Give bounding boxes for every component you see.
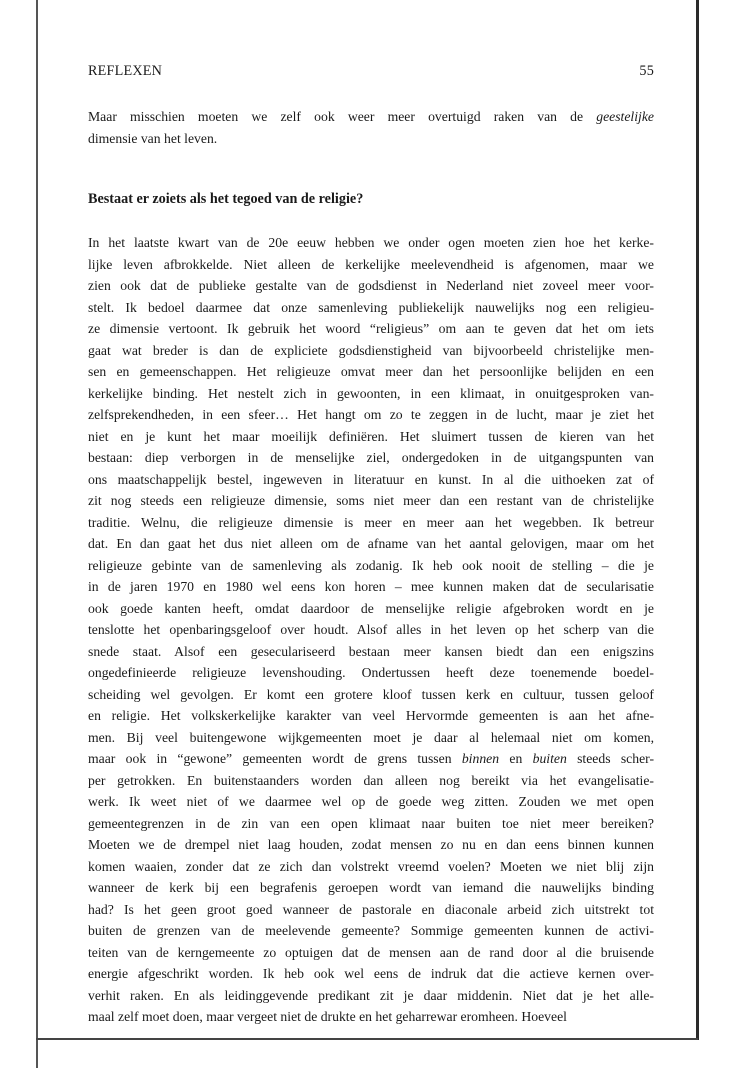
text-line: zit nog steeds een religieuze dimensie, soms niet meer dan een restant van de christelijke bbox=[88, 493, 654, 508]
text-line: bestaan: diep verborgen in de menselijke ziel, ondergedoken in de uitgangspunten van bbox=[88, 450, 654, 465]
text-line: en religie. Het volkskerkelijke karakter van veel Hervormde gemeenten is aan het afne- bbox=[88, 708, 654, 723]
text-line: wanneer de kerk bij een begrafenis geroepen wordt van iemand die nauwelijks binding bbox=[88, 880, 654, 895]
text-line: lijke leven afbrokkelde. Niet alleen de kerkelijke meelevendheid is afgenomen, maar we bbox=[88, 256, 654, 272]
text-line: verhit raken. En als leidinggevende predikant zit je daar middenin. Niet dat je het alle- bbox=[88, 987, 654, 1003]
text-line: traditie. Welnu, die religieuze dimensie is meer en meer aan het wegebben. Ik betreur bbox=[88, 514, 654, 530]
text-line: energie afgeschrikt worden. Ik heb ook wel eens de indruk dat die actieve kernen over- bbox=[88, 966, 654, 981]
text-line: werk. Ik weet niet of we daarmee wel op de goede weg zitten. Zouden we met open bbox=[88, 794, 654, 809]
text-line: niet en je kunt het maar moeilijk definiëren. Het sluimert tussen de kieren van het bbox=[88, 428, 654, 444]
text-line: dimensie van het leven. bbox=[88, 130, 218, 146]
text-line: gaat wat breder is dan de expliciete godsdienstigheid van bijvoorbeeld christelijke men- bbox=[88, 342, 654, 358]
scan-edge-left bbox=[36, 0, 38, 1068]
text-line: zelfsprekendheden, in een sfeer… Het hangt om zo te zeggen in de lucht, maar je ziet het bbox=[88, 407, 654, 422]
text-line: zien ook dat de publieke gestalte van de godsdienst in Nederland niet zoveel meer voor- bbox=[88, 278, 654, 293]
text-line: snede staat. Alsof een geseculariseerd bestaan meer kansen biedt dan een enigszins bbox=[88, 643, 654, 659]
text-line: maar ook in “gewone” gemeenten wordt de grens tussen binnen en buiten steeds scher- bbox=[88, 751, 654, 766]
text-line: ons maatschappelijk bestel, ingeweven in literatuur en kunst. In al die uithoeken zat of bbox=[88, 471, 654, 487]
text-line: Maar misschien moeten we zelf ook weer meer overtuigd raken van de geestelijke bbox=[88, 109, 654, 124]
text-line: had? Is het geen groot goed wanneer de pastorale en diaconale arbeid zich uitstrekt tot bbox=[88, 901, 654, 917]
scan-edge-bottom bbox=[36, 1038, 698, 1040]
text-line: men. Bij veel buitengewone wijkgemeenten moet je daar al helemaal niet om komen, bbox=[88, 729, 654, 745]
text-line: scheiding wel gevolgen. Er komt een grotere kloof tussen kerk en cultuur, tussen geloof bbox=[88, 686, 654, 702]
section-heading: Bestaat er zoiets als het tegoed van de religie? bbox=[88, 191, 364, 207]
text-line: maal zelf moet doen, maar vergeet niet de drukte en het geharrewar eromheen. Hoeveel bbox=[88, 1009, 567, 1024]
text-line: in de jaren 1970 en 1980 wel eens kon horen – mee kunnen maken dat de secularisatie bbox=[88, 579, 654, 594]
text-line: kerkelijke binding. Het nestelt zich in gewoonten, in een klimaat, in onuitgesproken van- bbox=[88, 385, 654, 401]
text-line: Moeten we de drempel niet laag houden, zodat mensen zo nu en dan eens binnen kunnen bbox=[88, 837, 654, 852]
text-line: per getrokken. En buitenstaanders worden dan alleen nog bereikt via het evangelisatie- bbox=[88, 772, 654, 788]
running-title: REFLEXEN bbox=[88, 63, 163, 79]
scan-edge-right bbox=[696, 0, 699, 1040]
text-line: In het laatste kwart van de 20e eeuw hebben we onder ogen moeten zien hoe het kerke- bbox=[88, 235, 654, 250]
text-line: buiten de grenzen van de meelevende gemeente? Sommige gemeenten kunnen de activi- bbox=[88, 923, 654, 938]
text-line: sen en gemeenschappen. Het religieuze omvat meer dan het persoonlijke belijden en een bbox=[88, 364, 654, 379]
intro-paragraph bbox=[88, 106, 654, 149]
text-line: ze dimensie vertoont. Ik gebruik het woord “religieus” om aan te geven dat het om iets bbox=[88, 321, 654, 336]
page-number: 55 bbox=[639, 63, 654, 79]
text-line: religieuze gebinte van de samenleving als zodanig. Ik heb ook nooit de stelling – die je bbox=[88, 557, 654, 573]
text-line: komen waaien, zonder dat ze zich dan volstrekt vreemd voelen? Moeten we niet blij zijn bbox=[88, 858, 654, 874]
body-paragraph bbox=[88, 232, 654, 1028]
text-line: dat. En dan gaat het dus niet alleen om de afname van het aantal gelovigen, maar om het bbox=[88, 536, 654, 551]
text-line: tenslotte het openbaringsgeloof over houdt. Alsof alles in het leven op het scherp van die bbox=[88, 622, 654, 637]
text-line: stelt. Ik bedoel daarmee dat onze samenleving publiekelijk nauwelijks nog een religieu- bbox=[88, 299, 654, 315]
text-line: ook goede kanten heeft, omdat daardoor de menselijke religie afgebroken wordt en je bbox=[88, 600, 654, 616]
text-line: ongedefinieerde religieuze levenshouding. Ondertussen heeft deze toenemende boedel- bbox=[88, 665, 654, 680]
page-header bbox=[88, 63, 654, 80]
text-line: teiten van de kerngemeente zo optuigen dat de mensen aan de rand door al die bruisende bbox=[88, 944, 654, 960]
text-line: gemeentegrenzen in de zin van een open klimaat naar buiten toe niet meer bereiken? bbox=[88, 815, 654, 831]
